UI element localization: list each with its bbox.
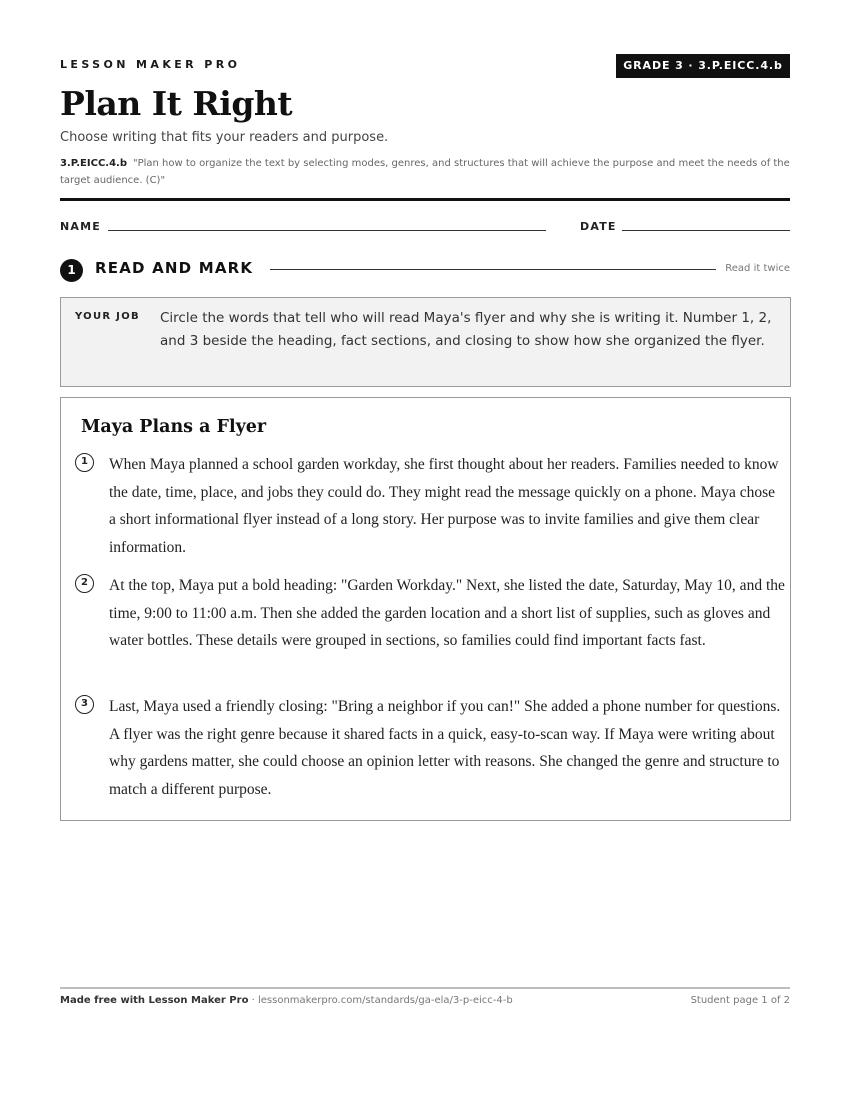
- paragraph-text: When Maya planned a school garden workday, she first thought about her readers. Families needed to know the date, time, place, and jobs they could do. They might read the message quickly on a phone. Maya chose a short informational flyer instead of a long story. Her purpose was to invite families and give them clear information.: [109, 456, 779, 556]
- date-label: DATE: [580, 220, 617, 233]
- footer-url-link[interactable]: lessonmakerpro.com/standards/ga-ela/3-p-eicc-4-b: [257, 995, 513, 1006]
- header-divider: [60, 198, 790, 201]
- footer-page-number: Student page 1 of 2: [690, 995, 790, 1006]
- section-note: Read it twice: [725, 263, 790, 274]
- name-field-line[interactable]: [108, 230, 546, 231]
- brand-name: LESSON MAKER PRO: [60, 58, 241, 71]
- page-title: Plan It Right: [60, 84, 293, 123]
- story-box: [60, 397, 791, 821]
- story-title: Maya Plans a Flyer: [81, 417, 267, 437]
- your-job-label: YOUR JOB: [75, 311, 140, 322]
- footer-separator: ·: [248, 995, 258, 1006]
- date-field-line[interactable]: [622, 230, 790, 231]
- footer-made-with: Made free with Lesson Maker Pro: [60, 995, 249, 1006]
- section-title: READ AND MARK: [95, 259, 254, 277]
- your-job-box: [60, 297, 791, 387]
- your-job-instructions: Circle the words that tell who will read Maya's flyer and why she is writing it. Number 1, 2, and 3 beside the heading, fact sections, and closing to show how she organized the flyer.: [160, 310, 772, 349]
- standard-text: "Plan how to organize the text by selecting modes, genres, and structures that will achieve the purpose and meet the needs of the target audience. (C)": [60, 158, 790, 186]
- page-subtitle: Choose writing that fits your readers and purpose.: [60, 130, 389, 145]
- paragraph-number-circle: 2: [75, 574, 94, 593]
- footer-credit: [60, 995, 513, 1006]
- section-divider: [270, 269, 716, 270]
- section-number-badge: 1: [60, 259, 83, 282]
- grade-badge: GRADE 3 · 3.P.EICC.4.b: [616, 54, 790, 78]
- standard-code: 3.P.EICC.4.b: [60, 158, 127, 169]
- footer-divider: [60, 987, 790, 989]
- paragraph-number-circle: 3: [75, 695, 94, 714]
- name-label: NAME: [60, 220, 101, 233]
- standard-description: [60, 155, 795, 189]
- paragraph-text: At the top, Maya put a bold heading: "Garden Workday." Next, she listed the date, Saturday, May 10, and the time, 9:00 to 11:00 a.m. Then she added the garden location and a short list of supplies, such as gloves and water bottles. These details were grouped in sections, so families could find important facts fast.: [109, 577, 785, 649]
- paragraph-number-circle: 1: [75, 453, 94, 472]
- paragraph-text: Last, Maya used a friendly closing: "Bring a neighbor if you can!" She added a phone number for questions. A flyer was the right genre because it shared facts in a quick, easy-to-scan way. If Maya were writing about why gardens matter, she could choose an opinion letter with reasons. She changed the genre and structure to match a different purpose.: [109, 698, 781, 798]
